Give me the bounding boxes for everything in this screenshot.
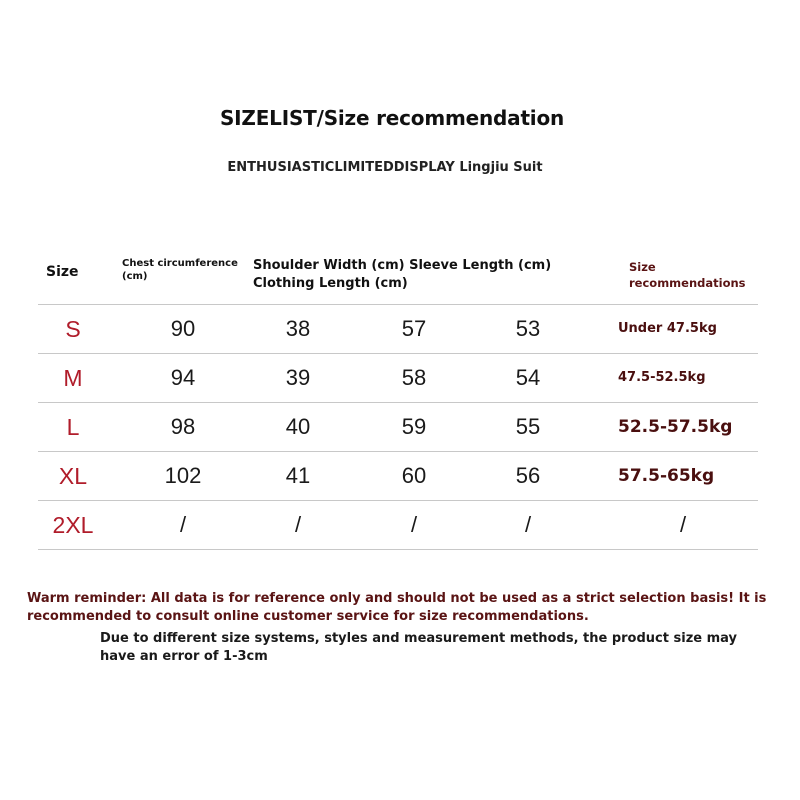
header-measurements [253, 257, 573, 293]
product-subtitle: ENTHUSIASTICLIMITEDDISPLAY Lingjiu Suit [227, 160, 543, 175]
page-title: SIZELIST/Size recommendation [219, 106, 565, 130]
recommendation-value: / [679, 512, 687, 537]
shoulder-value: 39 [285, 365, 311, 390]
header-reco-line2: recommendations [629, 276, 746, 290]
size-label: XL [58, 463, 88, 489]
shoulder-value: 38 [285, 316, 311, 341]
sleeve-value: 59 [401, 414, 427, 439]
size-label: 2XL [52, 512, 94, 538]
recommendation-value: Under 47.5kg [618, 321, 717, 336]
shoulder-value: 41 [285, 463, 311, 488]
header-chest [122, 257, 252, 283]
length-value: 55 [515, 414, 541, 439]
table-row [38, 451, 758, 500]
header-size: Size [46, 264, 79, 280]
header-measure-line1: Shoulder Width (cm) Sleeve Length (cm) [253, 258, 552, 273]
sleeve-value: 60 [401, 463, 427, 488]
header-chest-line2: (cm) [122, 271, 148, 282]
table-row [38, 402, 758, 451]
shoulder-value: / [294, 512, 302, 537]
header-measure-line2: Clothing Length (cm) [253, 276, 408, 291]
table-row [38, 500, 758, 550]
chest-value: 102 [164, 463, 202, 488]
sleeve-value: / [410, 512, 418, 537]
sleeve-value: 57 [401, 316, 427, 341]
length-value: 56 [515, 463, 541, 488]
recommendation-value: 57.5-65kg [618, 466, 715, 486]
length-value: / [524, 512, 532, 537]
shoulder-value: 40 [285, 414, 311, 439]
sleeve-value: 58 [401, 365, 427, 390]
recommendation-value: 52.5-57.5kg [618, 417, 733, 437]
chest-value: 98 [170, 414, 196, 439]
length-value: 54 [515, 365, 541, 390]
warm-reminder: Warm reminder: All data is for reference only and should not be used as a strict selection basis! It is recommended to consult online customer service for size recommendations. [27, 591, 767, 624]
size-error-note: Due to different size systems, styles and measurement methods, the product size may have an error of 1-3cm [100, 631, 737, 664]
table-row [38, 353, 758, 402]
chest-value: / [179, 512, 187, 537]
size-table [38, 304, 758, 550]
chest-value: 94 [170, 365, 196, 390]
table-row [38, 304, 758, 353]
header-reco-line1: Size [629, 260, 656, 274]
size-label: L [66, 414, 80, 440]
recommendation-value: 47.5-52.5kg [618, 370, 706, 385]
header-recommendation [629, 259, 746, 291]
header-chest-line1: Chest circumference [122, 258, 238, 269]
length-value: 53 [515, 316, 541, 341]
size-label: M [63, 365, 83, 391]
chest-value: 90 [170, 316, 196, 341]
size-label: S [65, 316, 81, 342]
